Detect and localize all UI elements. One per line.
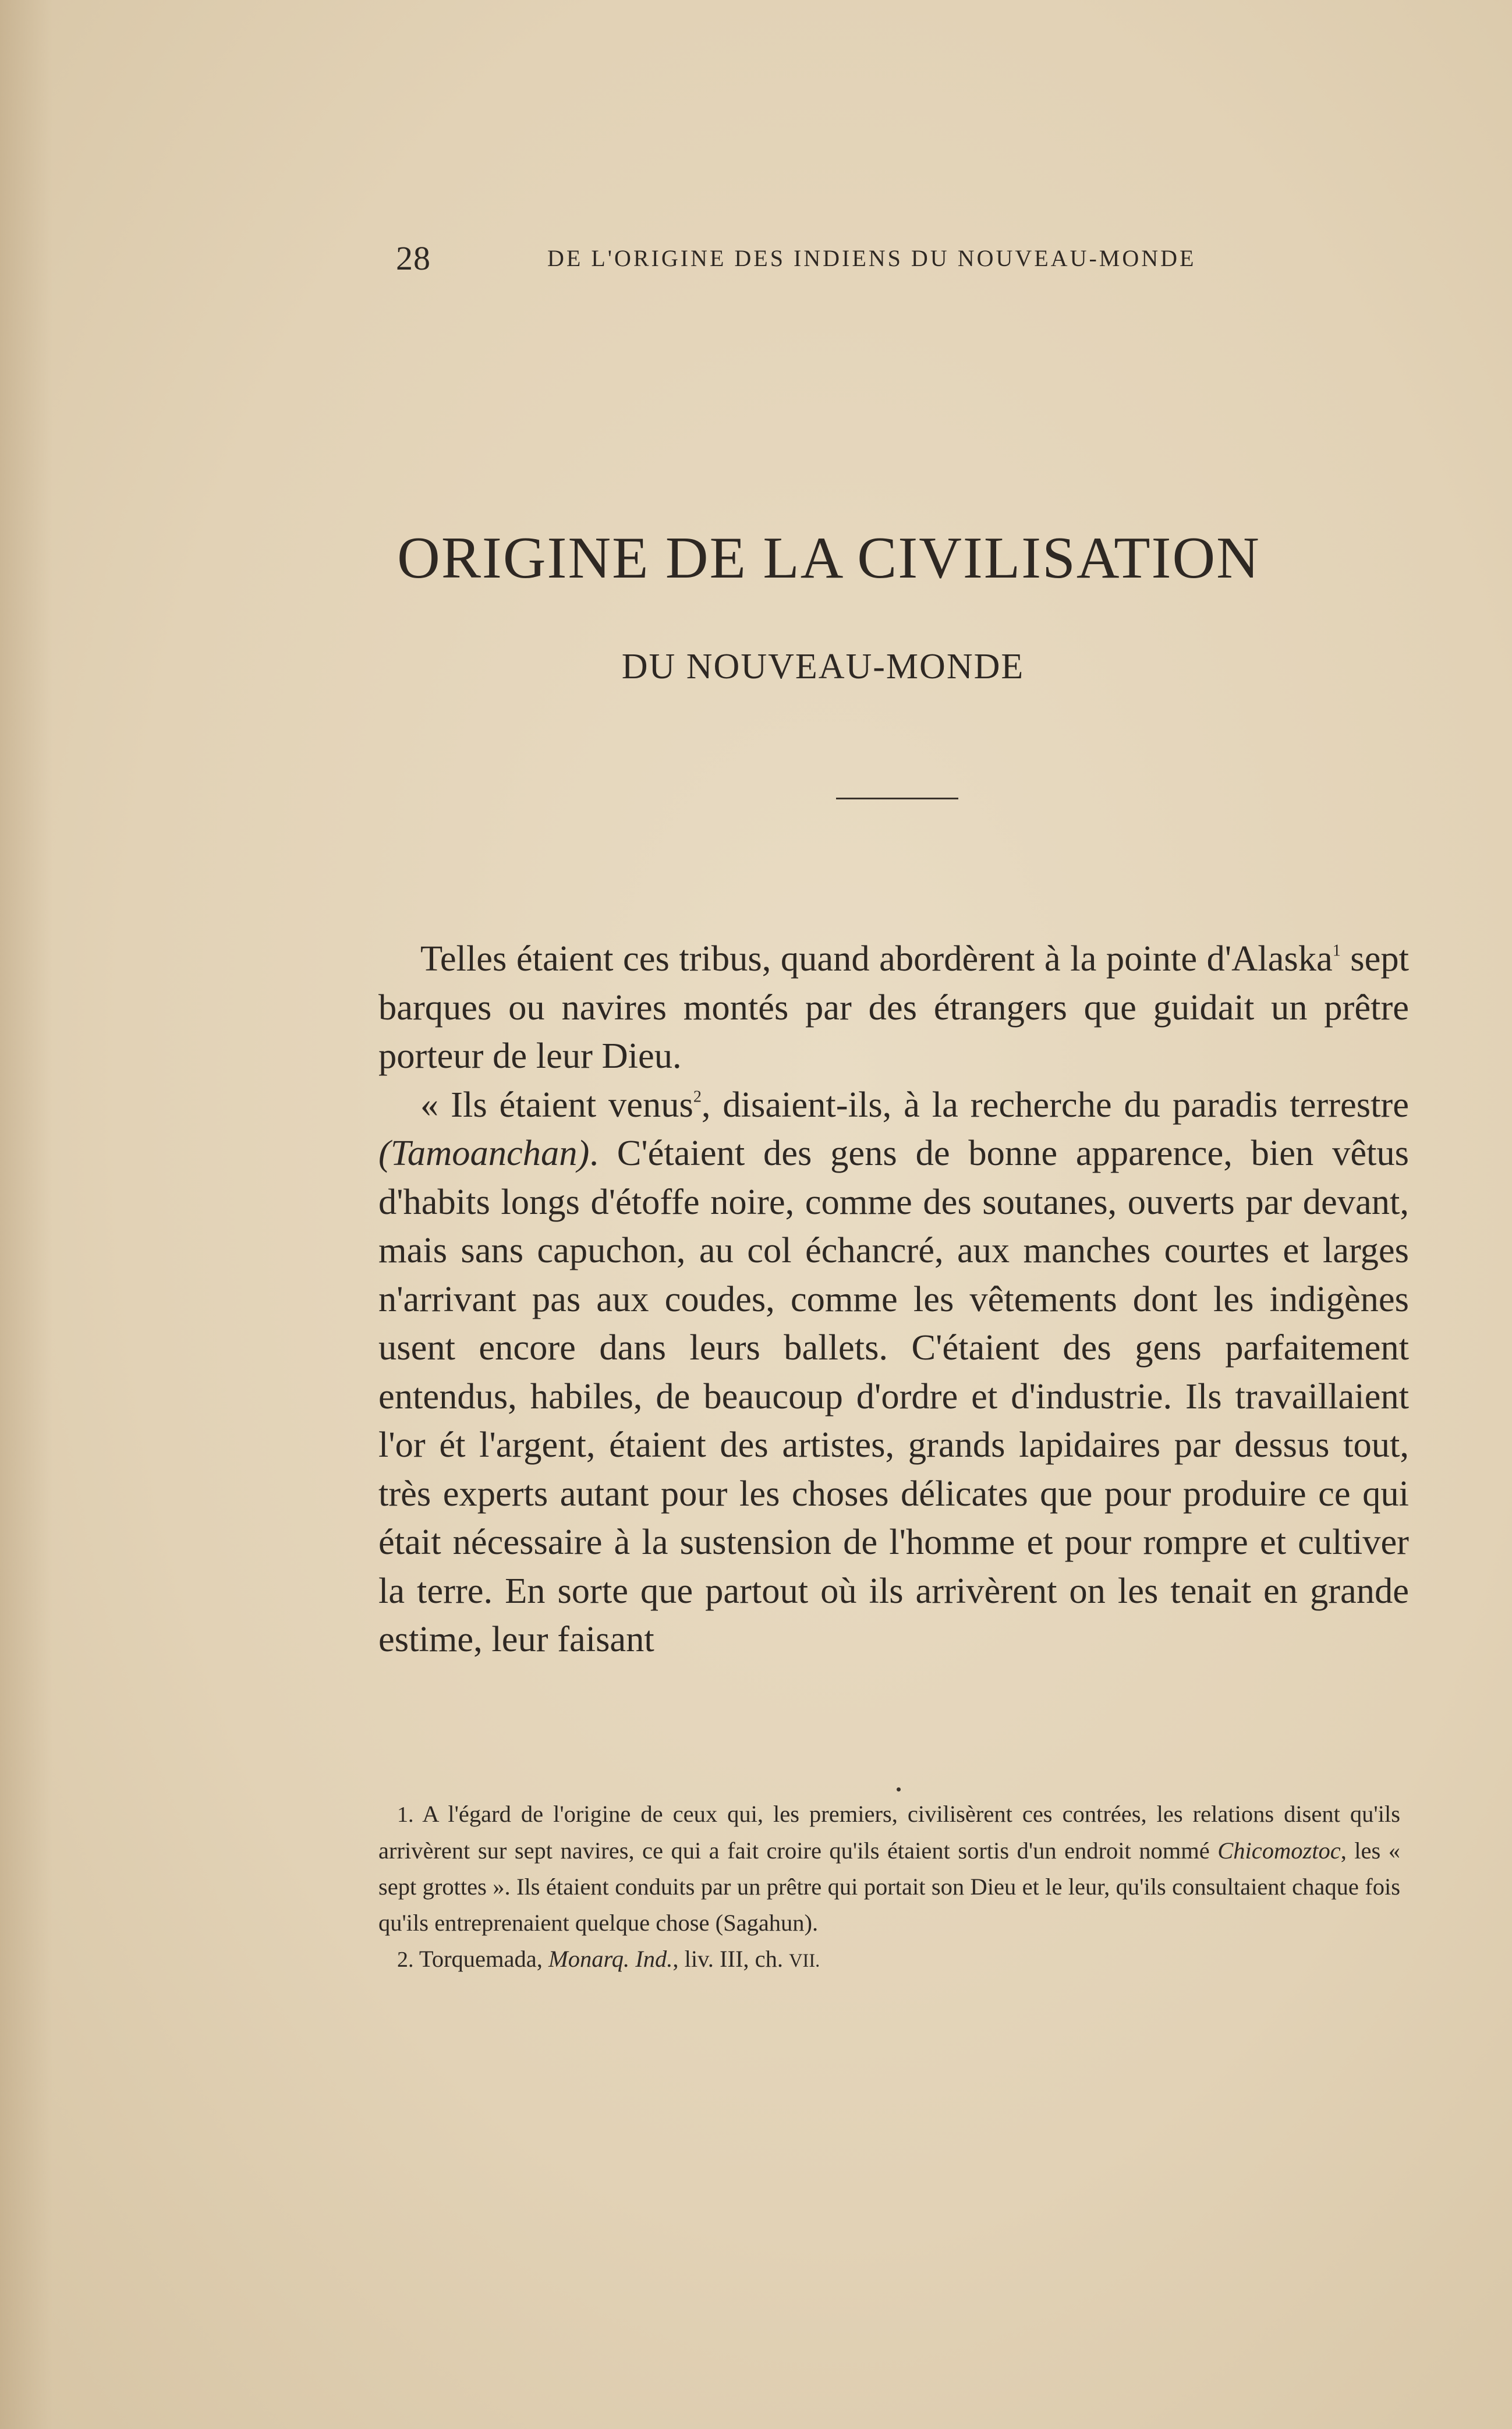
title-rule [836,798,958,799]
page-edge-shadow [0,0,52,2429]
chapter-subtitle: DU NOUVEAU-MONDE [621,647,1025,686]
running-head [396,239,1293,285]
italic-chicomoztoc: Chicomoztoc [1217,1837,1341,1864]
paragraph-1: Telles étaient ces tribus, quand abordèrent à la pointe d'Alaska$^1$ sept barques ou navires montés par des étrangers que guidait un prêtre porteur de leur Dieu. [378,938,1409,1076]
footnote-2: 2. Torquemada, Monarq. Ind., liv. III, ch. VII. [397,1946,820,1972]
body-text [378,934,1409,1664]
footnote-ref-2: 2 [693,1088,702,1106]
footnote-ref-1: 1 [1332,941,1341,960]
page-number: 28 [396,239,431,277]
italic-monarq: Monarq. Ind. [548,1946,673,1972]
running-title: DE L'ORIGINE DES INDIENS DU NOUVEAU-MONDE [547,245,1196,271]
italic-tamoanchan: (Tamoanchan) [378,1132,590,1173]
footnote-1: 1. A l'égard de l'origine de ceux qui, les premiers, civilisèrent ces contrées, les relations disent qu'ils arrivèrent sur sept navires, ce qui a fait croire qu'ils étaient sortis d'un endroit nommé Chicomoztoc, les « sept grottes ». Ils étaient conduits par un prêtre qui portait son Dieu et le leur, qu'ils consultaient chaque fois qu'ils entreprenaient quelque chose (Sagahun). [378,1801,1400,1936]
stray-dot [897,1787,901,1791]
paragraph-2: « Ils étaient venus$^2$, disaient-ils, à la recherche du paradis terrestre (Tamoanchan). C'étaient des gens de bonne apparence, bien vêtus d'habits longs d'étoffe noire, comme des soutanes, ouverts par devant, mais sans capuchon, au col échancré, aux manches courtes et larges n'arrivant pas aux coudes, comme les vêtements dont les indigènes usent encore dans leurs ballets. C'étaient des gens parfaitement entendus, habiles, de beaucoup d'ordre et d'industrie. Ils travaillaient l'or ét l'argent, étaient des artistes, grands lapidaires par dessus tout, très experts autant pour les choses délicates que pour produire ce qui était nécessaire à la sustension de l'homme et pour rompre et cultiver la terre. En sorte que partout où ils arrivèrent on les tenait en grande estime, leur faisant [378,1084,1409,1659]
chapter-title: ORIGINE DE LA CIVILISATION [397,525,1260,591]
footnotes [378,1796,1400,1979]
